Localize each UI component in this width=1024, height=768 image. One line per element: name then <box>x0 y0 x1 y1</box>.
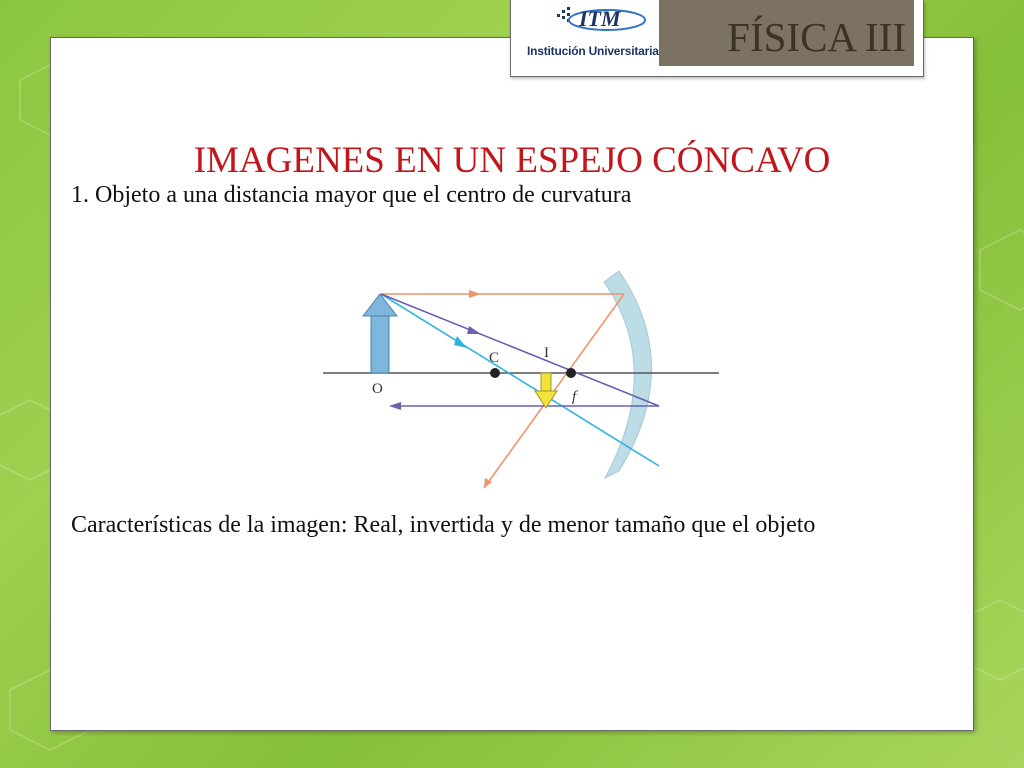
institution-logo <box>519 0 659 66</box>
course-title: FÍSICA III <box>727 14 906 60</box>
slide-title: IMAGENES EN UN ESPEJO CÓNCAVO <box>193 140 831 181</box>
ray-focal-arrowhead <box>467 326 481 334</box>
logo-subtitle: Institución Universitaria <box>527 44 659 58</box>
center-label: C <box>489 350 500 366</box>
slide-panel <box>50 37 974 731</box>
center-point <box>490 368 500 378</box>
object-arrow <box>363 294 397 373</box>
ray-parallel-arrowhead <box>469 290 481 298</box>
ray-return-arrowhead <box>389 402 401 410</box>
course-banner <box>659 0 914 66</box>
concave-mirror-diagram <box>319 256 729 501</box>
image-label: I <box>544 345 549 361</box>
focus-label: f <box>572 389 577 405</box>
ray-center-arrowhead <box>454 336 467 348</box>
object-label: O <box>372 381 383 397</box>
image-characteristics: Características de la imagen: Real, invertida y de menor tamaño que el objeto <box>71 512 816 538</box>
slide-subtitle: 1. Objeto a una distancia mayor que el centro de curvatura <box>71 182 632 208</box>
itm-logo-icon <box>557 6 647 32</box>
logo-brand: ITM <box>579 6 621 31</box>
ray-center <box>381 294 659 466</box>
header-badge <box>510 0 924 77</box>
ray-focal <box>381 294 659 406</box>
image-arrow <box>535 373 557 408</box>
focus-point <box>566 368 576 378</box>
